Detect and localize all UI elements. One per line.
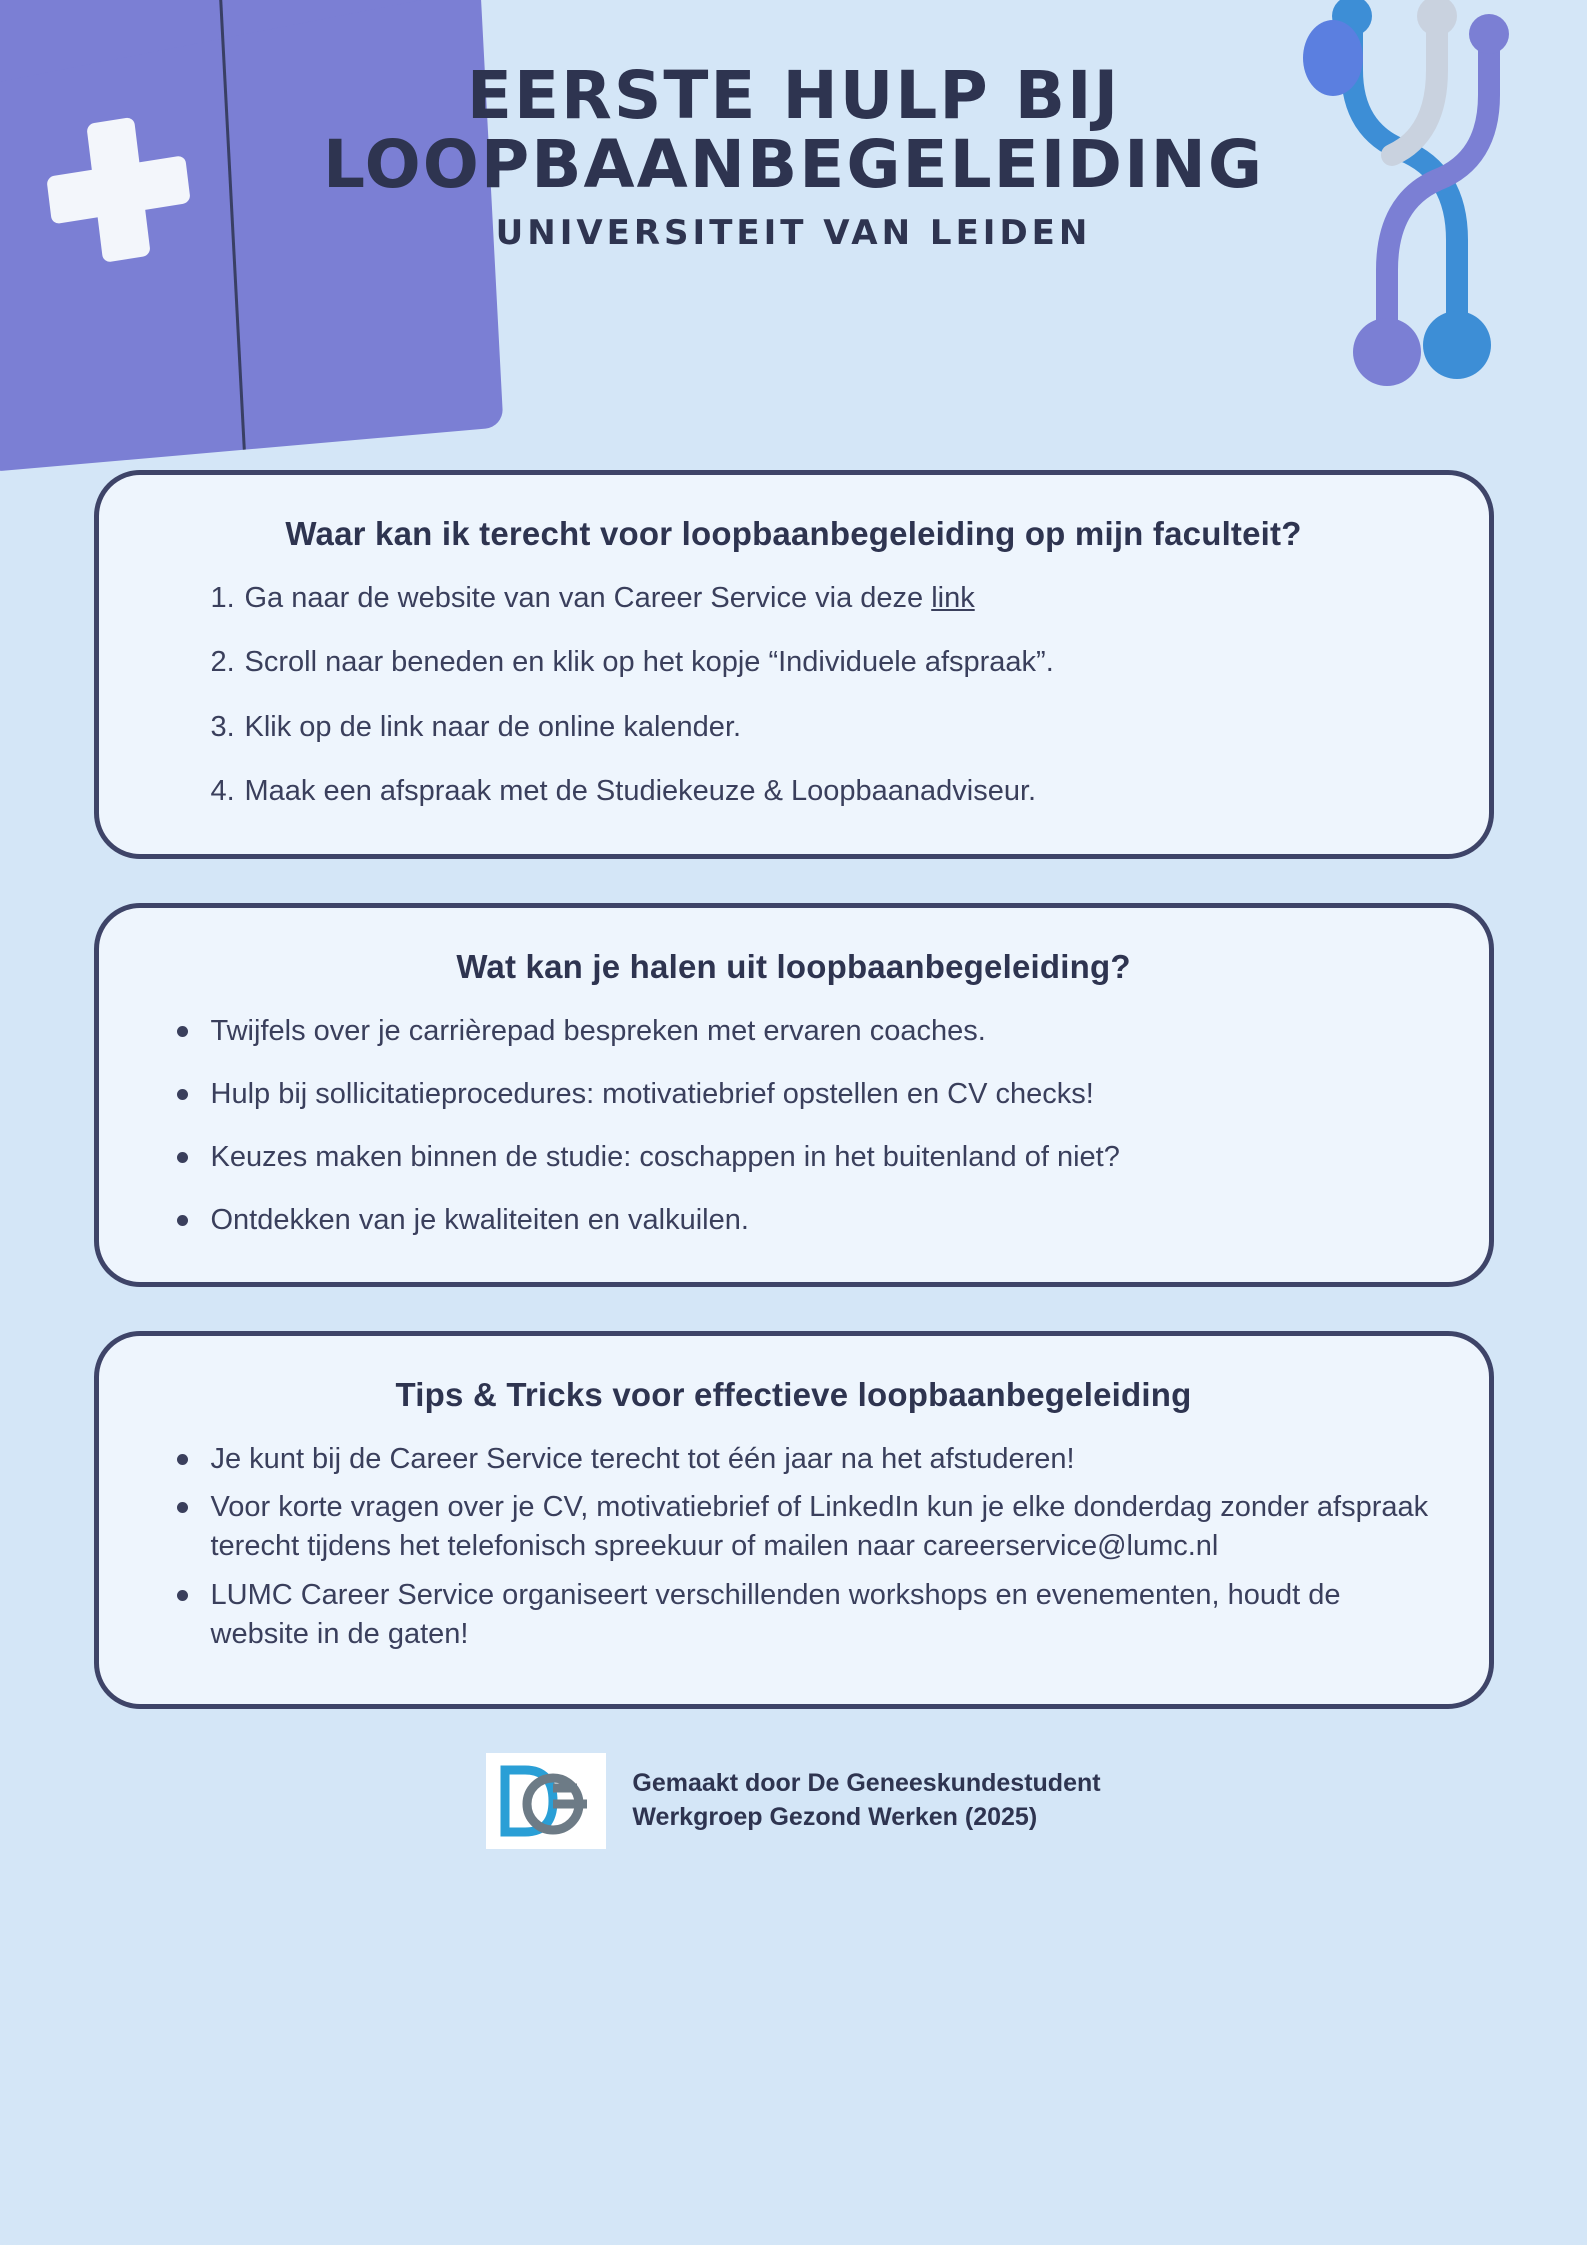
list-item <box>211 708 1433 746</box>
card-title: Tips & Tricks voor effectieve loopbaanbegeleiding <box>395 1375 1192 1413</box>
subtitle: UNIVERSITEIT VAN LEIDEN <box>495 213 1092 254</box>
step-text: Maak een afspraak met de Studiekeuze & Loopbaanadviseur. <box>244 774 1037 807</box>
poster-header <box>0 0 1587 470</box>
list-item: LUMC Career Service organiseert verschillenden workshops en evenementen, houdt de website in de gaten! <box>169 1576 1433 1654</box>
card-tips-and-tricks <box>94 1331 1494 1709</box>
benefits-list <box>169 1012 1433 1239</box>
footer-line-1: Gemaakt door De Geneeskundestudent <box>632 1769 1101 1798</box>
list-item: Twijfels over je carrièrepad bespreken met ervaren coaches. <box>169 1012 1433 1051</box>
list-item: Ontdekken van je kwaliteiten en valkuilen. <box>169 1201 1433 1240</box>
list-item: Keuzes maken binnen de studie: coschappen in het buitenland of niet? <box>169 1138 1433 1177</box>
step-text: Klik op de link naar de online kalender. <box>244 710 742 743</box>
poster-footer <box>0 1753 1587 1849</box>
footer-credit <box>632 1767 1100 1835</box>
footer-line-2: Werkgroep Gezond Werken (2025) <box>632 1802 1038 1831</box>
de-geneeskundestudent-logo-icon <box>486 1753 606 1849</box>
title-line-2: LOOPBAANBEGELEIDING <box>322 125 1265 203</box>
list-item <box>211 772 1433 810</box>
card-benefits <box>94 903 1494 1286</box>
list-item <box>211 579 1433 617</box>
list-item <box>211 643 1433 681</box>
list-item: Voor korte vragen over je CV, motivatiebrief of LinkedIn kun je elke donderdag zonder afspraak terecht tijdens het telefonisch spreekuur of mailen naar careerservice@lumc.nl <box>169 1488 1433 1566</box>
step-text: Scroll naar beneden en klik op het kopje “Individuele afspraak”. <box>244 646 1054 679</box>
list-item: Je kunt bij de Career Service terecht tot één jaar na het afstuderen! <box>169 1440 1433 1479</box>
career-service-link[interactable]: link <box>931 582 975 614</box>
tips-list <box>169 1440 1433 1654</box>
page-title <box>0 57 1587 254</box>
list-item: Hulp bij sollicitatieprocedures: motivatiebrief opstellen en CV checks! <box>169 1075 1433 1114</box>
step-text: Ga naar de website van van Career Service via deze <box>244 582 932 614</box>
card-title: Wat kan je halen uit loopbaanbegeleiding? <box>456 948 1131 986</box>
steps-list <box>211 579 1433 810</box>
card-title: Waar kan ik terecht voor loopbaanbegeleiding op mijn faculteit? <box>285 515 1302 552</box>
title-line-1: EERSTE HULP BIJ <box>466 57 1121 134</box>
card-where-to-go <box>94 470 1494 859</box>
